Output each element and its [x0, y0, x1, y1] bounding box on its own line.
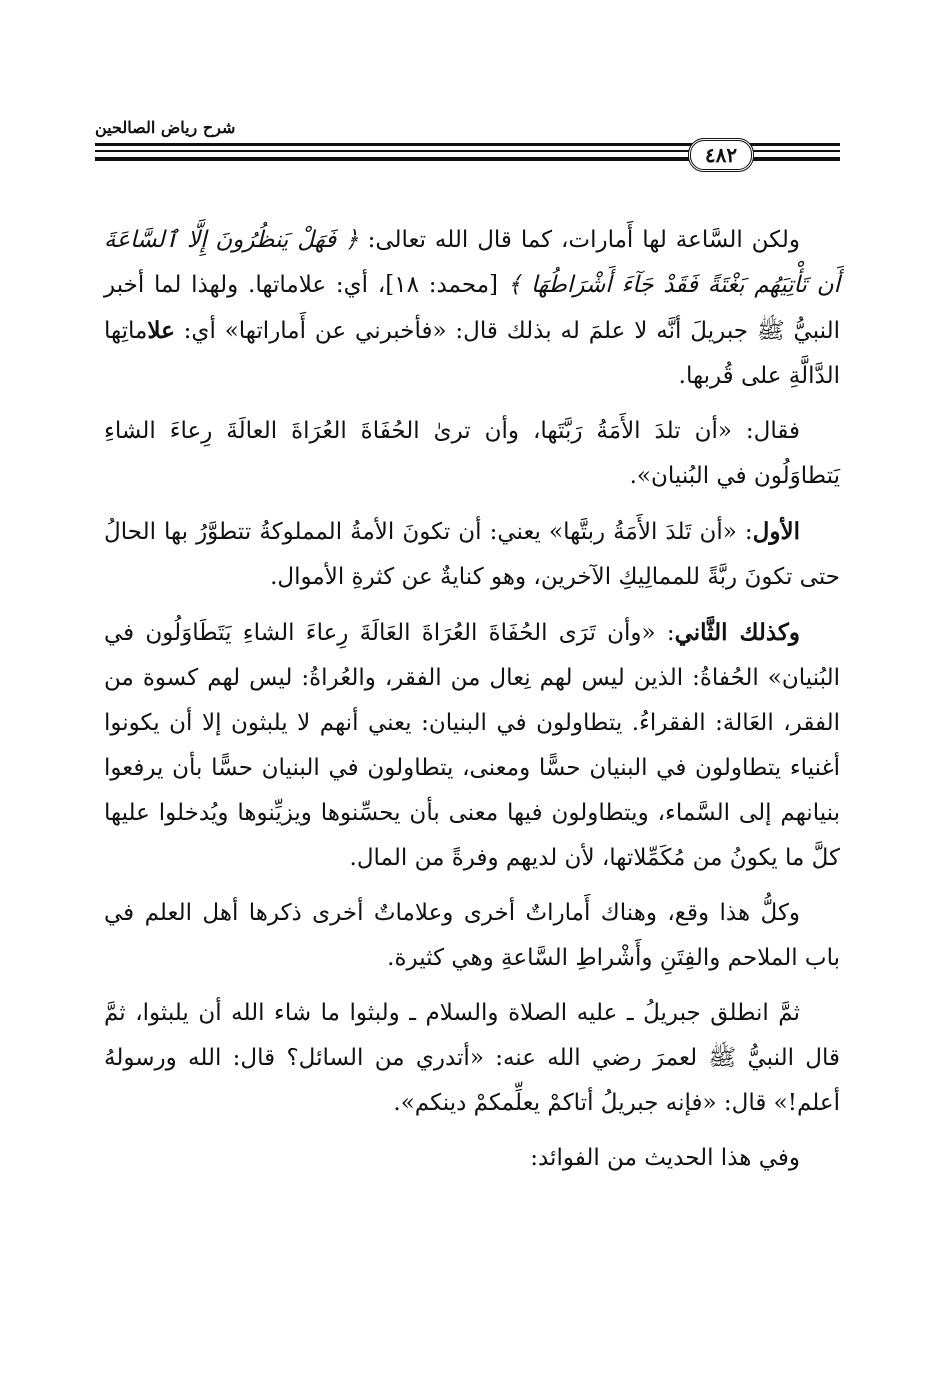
text-run: فقال: «أن تلدَ الأَمَةُ رَبَّتَها، وأن ترىٰ الحُفَاةَ العُرَاةَ العالَةَ رِعاءَ الشاءِ يَتطاوَلُون في البُنيان».: [104, 418, 840, 489]
text-run: : «أن تَلدَ الأَمَةُ ربتَّها» يعني: أن تكونَ الأمةُ المملوكةُ تتطوَّرُ بها الحالُ حتى تكونَ ربَّةً للممالِيكِ الآخرين، وهو كنايةٌ عن كثرةِ الأموال.: [104, 519, 840, 590]
text-run: ولكن السَّاعة لها أَمارات، كما قال الله تعالى:: [358, 227, 800, 253]
text-run: وفي هذا الحديث من الفوائد:: [530, 1145, 800, 1171]
bold-term: وكذلك الثَّاني: [674, 619, 800, 646]
text-run: [محمد: ١٨]، أي: علاماتها. ولهذا لما أخبر النبيُّ ﷺ جبريلَ أنَّه لا علمَ له بذلك قال: «فأخبرني عن أَماراتها» أي:: [104, 272, 840, 344]
page-number: ٤٨٢: [688, 138, 754, 172]
bold-term: علا: [147, 317, 175, 344]
text-run: وكلُّ هذا وقع، وهناك أَماراتٌ أخرى وعلاماتٌ أخرى ذكرها أهل العلم في باب الملاحم والفِتَنِ وأَشْراطِ السَّاعةِ وهي كثيرة.: [104, 900, 840, 971]
paragraph: [104, 409, 840, 499]
paragraph: [104, 509, 840, 600]
paragraph: [104, 891, 840, 981]
paragraph: [104, 991, 840, 1126]
text-run: ثمَّ انطلق جبريلُ ـ عليه الصلاة والسلام ـ ولبثوا ما شاء الله أن يلبثوا، ثمَّ قال النبيُّ ﷺ لعمرَ رضي الله عنه: «أتدري من السائل؟ قال: الله ورسولهُ أعلم!» قال: «فإنه جبريلُ أتاكمْ يعلِّمكمْ دينكم».: [104, 1000, 840, 1116]
quran-verse: ﴿ فَهَلْ يَنظُرُونَ إِلَّا ٱلسَّاعَةَ أَن تَأْتِيَهُم بَغْتَةً فَقَدْ جَآءَ أَشْرَاطُهَا ﴾: [104, 227, 840, 298]
paragraph: [104, 218, 840, 399]
paragraph: [104, 1136, 840, 1181]
body-text: [104, 218, 840, 1181]
running-title: شرح رياض الصالحين: [95, 118, 236, 137]
text-run: : «وأن تَرَى الحُفَاةَ العُرَاةَ العَالَةَ رِعاءَ الشاءِ يَتَطَاوَلُون في البُنيان» الحُفاةُ: الذين ليس لهم نِعال من الفقر، والعُراةُ: ليس لهم كسوة من الفقر، العَالة: الفقراءُ. يتطاولون في البنيان: يعني أنهم لا يلبثون إلا أن يكونوا أغنياء يتطاولون في البنيان حسًّا ومعنى، يتطاولون في البنيان حسًّا بأن يرفعوا بنيانهم إلى السَّماء، ويتطاولون فيها معنى بأن يحسِّنوها ويزيِّنوها ويُدخلوا عليها كلَّ ما يكونُ من مُكَمِّلاتها، لأن لديهم وفرةً من المال.: [104, 620, 840, 871]
bold-term: الأول: [752, 518, 800, 545]
text-run: ماتِها الدَّالَّةِ على قُربها.: [104, 318, 840, 389]
paragraph: [104, 610, 840, 881]
